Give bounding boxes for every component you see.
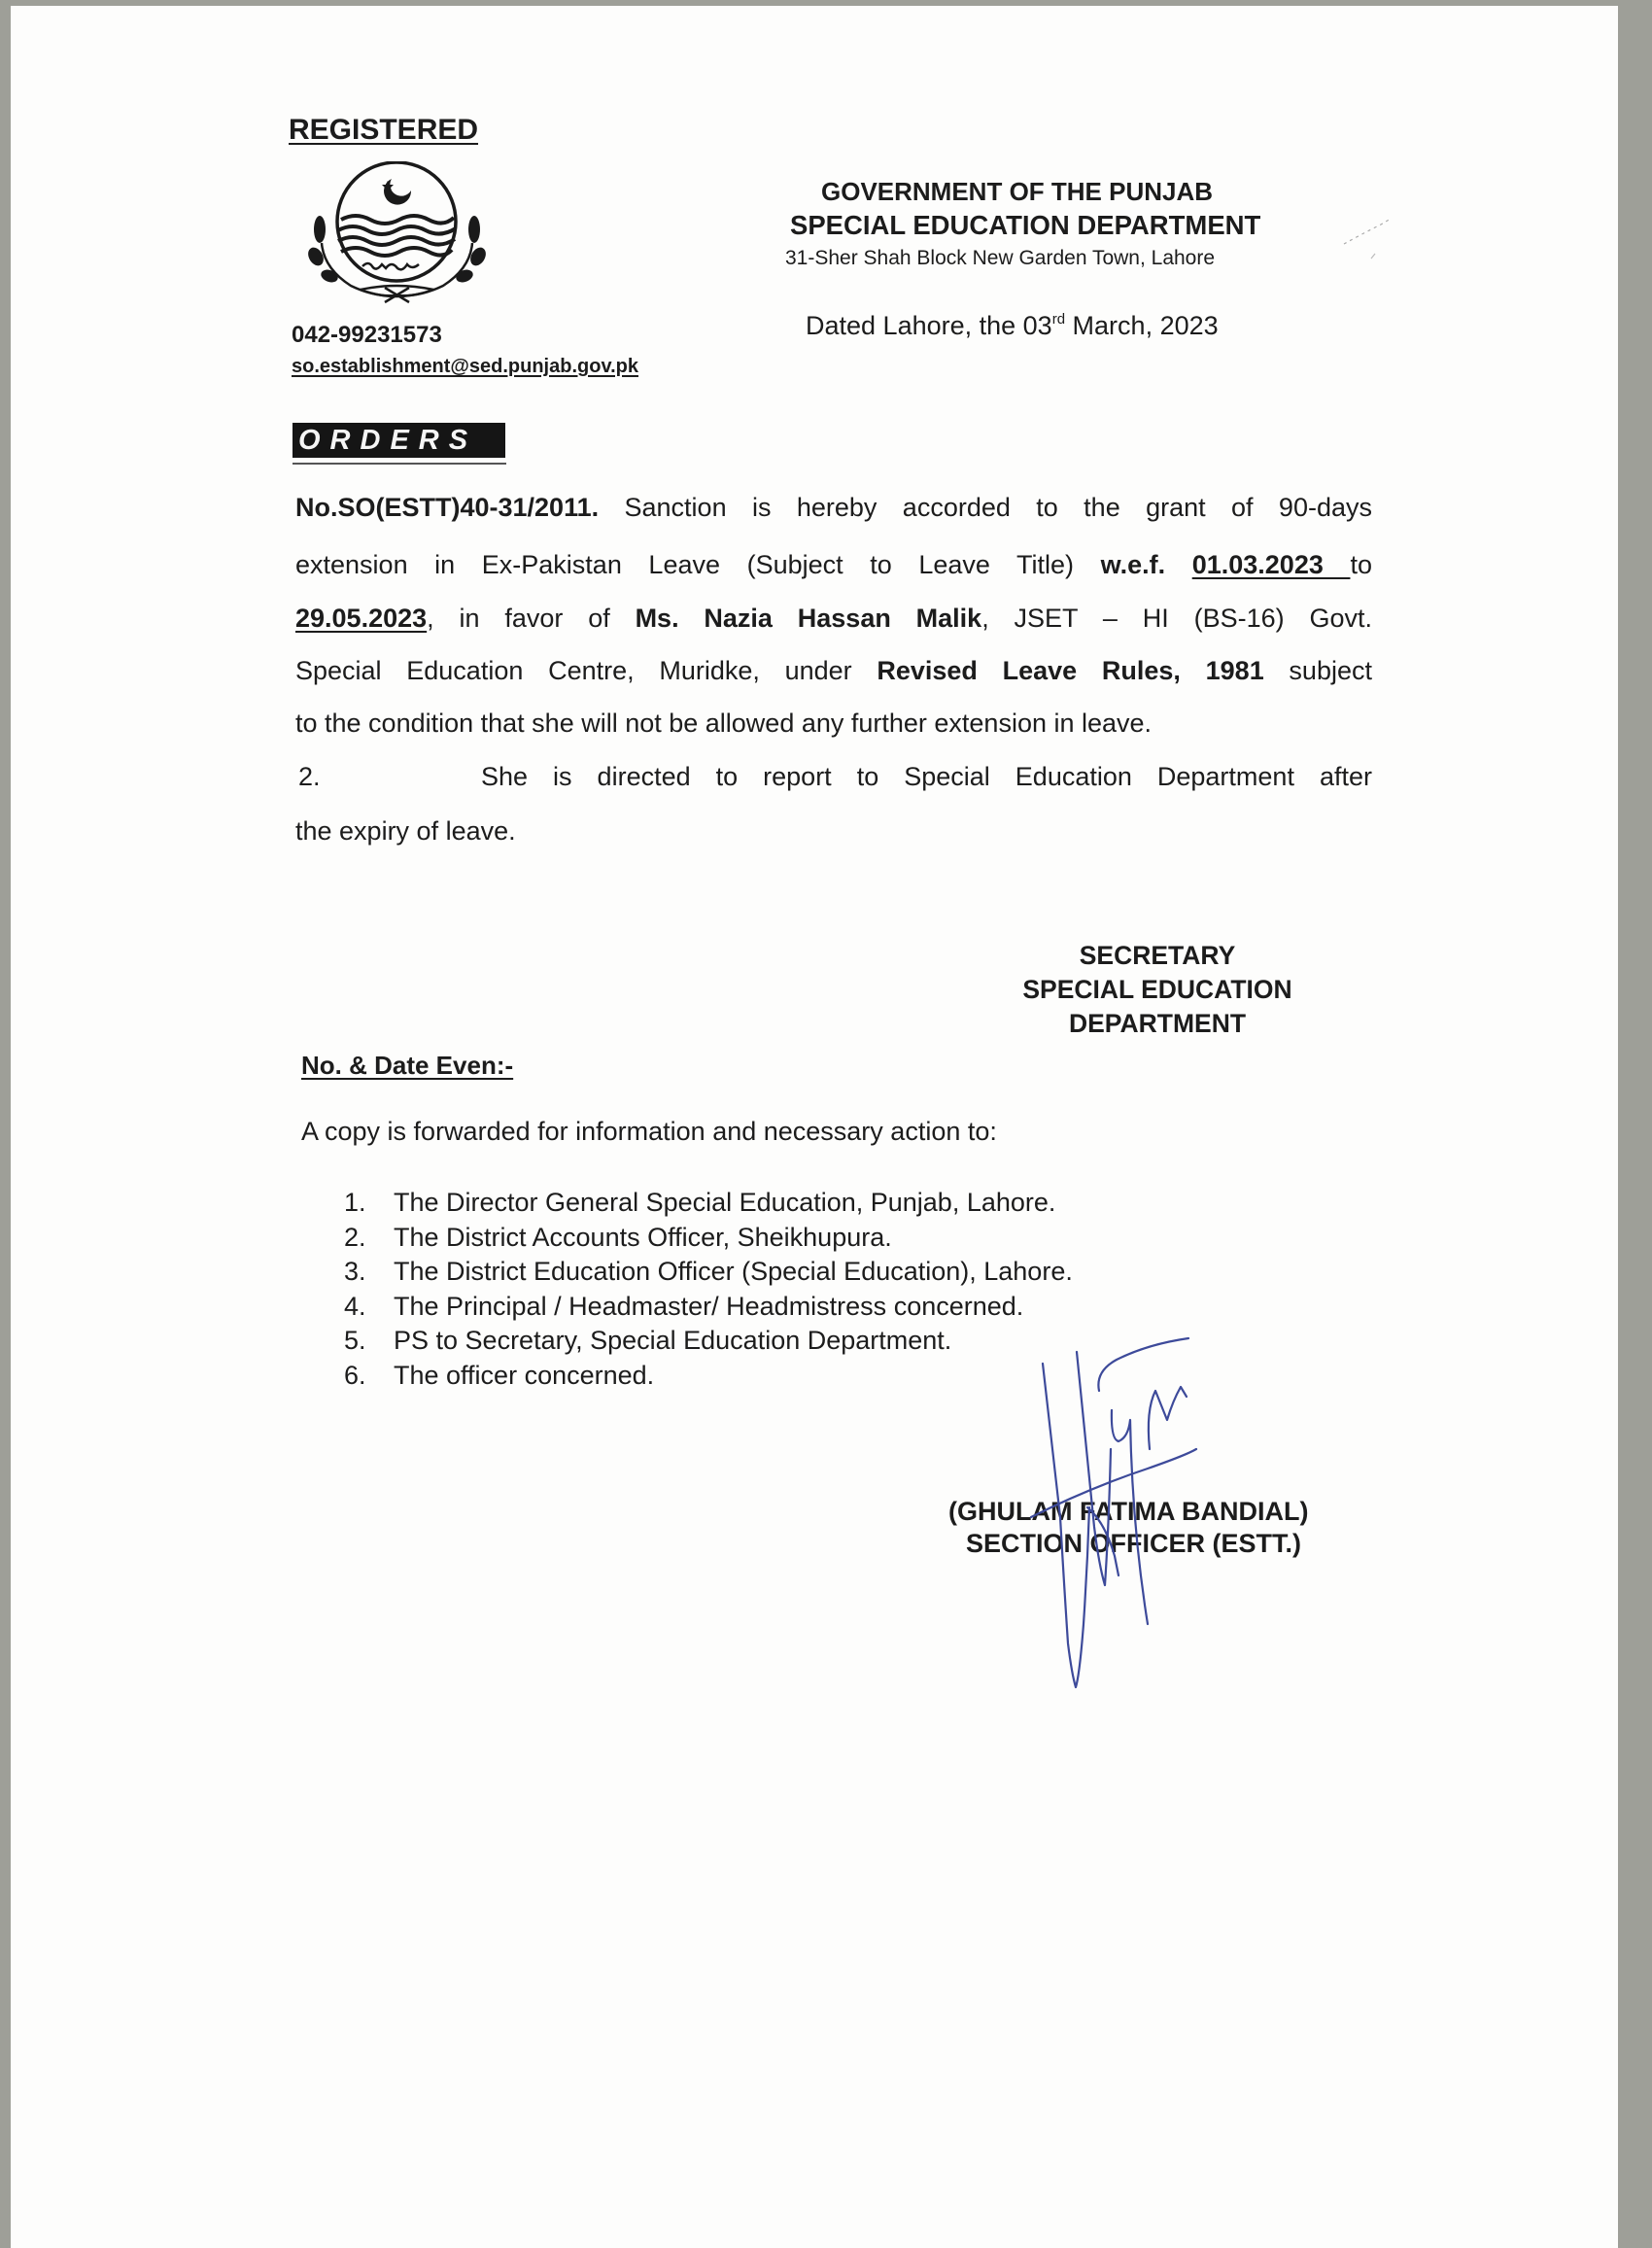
para1-line2 xyxy=(295,549,1372,580)
para1-line4-text-b: subject xyxy=(1263,656,1372,685)
recipients-list xyxy=(344,1186,1073,1393)
para1-line4 xyxy=(295,655,1372,686)
to-word: to xyxy=(1350,550,1372,579)
secretary-line2: SPECIAL EDUCATION xyxy=(1022,975,1292,1004)
signatory-title: SECTION OFFICER (ESTT.) xyxy=(966,1529,1302,1558)
recipient-number: 1. xyxy=(344,1188,366,1217)
secretary-line1: SECRETARY xyxy=(1079,941,1236,970)
para1-line1 xyxy=(295,492,1372,523)
recipient-number: 4. xyxy=(344,1291,366,1321)
department-title: SPECIAL EDUCATION DEPARTMENT xyxy=(790,210,1261,240)
dated-ordinal: rd xyxy=(1051,311,1066,328)
recipient-text: PS to Secretary, Special Education Department. xyxy=(394,1326,952,1355)
department-address: 31-Sher Shah Block New Garden Town, Lahore xyxy=(785,247,1216,269)
recipient-text: The officer concerned. xyxy=(394,1360,655,1390)
phone-number: 042-99231573 xyxy=(292,322,442,348)
para2-number: 2. xyxy=(298,762,321,791)
reference-no-date: No. & Date Even:- xyxy=(301,1051,514,1080)
recipient-item xyxy=(344,1221,1073,1256)
document-page xyxy=(11,6,1618,2248)
orders-underline xyxy=(293,463,506,465)
recipient-text: The Director General Special Education, Punjab, Lahore. xyxy=(394,1188,1056,1217)
para1-line3-text-a: , in favor of xyxy=(427,604,636,633)
government-title: GOVERNMENT OF THE PUNJAB xyxy=(821,177,1214,206)
orders-heading: ORDERS xyxy=(293,423,505,458)
wef-label: w.e.f. xyxy=(1100,550,1166,579)
scan-speck xyxy=(1342,215,1400,263)
order-number: No.SO(ESTT)40-31/2011. xyxy=(295,493,600,522)
para1-line1-text: Sanction is hereby accorded to the grant of 90-days xyxy=(599,493,1372,522)
recipient-text: The District Education Officer (Special Education), Lahore. xyxy=(394,1257,1073,1286)
recipient-item xyxy=(344,1186,1073,1221)
from-date: 01.03.2023 xyxy=(1191,550,1351,579)
para1-line2-text: extension in Ex-Pakistan Leave (Subject to Leave Title) xyxy=(295,550,1101,579)
recipient-number: 3. xyxy=(344,1257,366,1286)
secretary-line3: DEPARTMENT xyxy=(1068,1009,1247,1038)
leave-rules: Revised Leave Rules, 1981 xyxy=(877,656,1264,685)
para1-line3 xyxy=(295,603,1372,634)
recipient-number: 5. xyxy=(344,1326,366,1355)
recipient-item xyxy=(344,1255,1073,1290)
dated-line xyxy=(806,311,1219,341)
recipient-item xyxy=(344,1324,1073,1359)
to-date: 29.05.2023 xyxy=(295,604,428,633)
para1-line4-text-a: Special Education Centre, Muridke, under xyxy=(295,656,878,685)
para2-line1: She is directed to report to Special Education Department after xyxy=(481,762,1372,791)
recipient-number: 6. xyxy=(344,1360,366,1390)
recipient-text: The Principal / Headmaster/ Headmistress concerned. xyxy=(394,1291,1024,1321)
dated-rest: March, 2023 xyxy=(1065,311,1219,340)
punjab-emblem-logo xyxy=(302,161,492,307)
copy-intro: A copy is forwarded for information and necessary action to: xyxy=(301,1117,997,1146)
email-link[interactable]: so.establishment@sed.punjab.gov.pk xyxy=(292,356,638,377)
employee-name: Ms. Nazia Hassan Malik xyxy=(635,604,982,633)
para1-line5: to the condition that she will not be allowed any further extension in leave. xyxy=(295,709,1153,738)
recipient-item xyxy=(344,1290,1073,1325)
para2-line2: the expiry of leave. xyxy=(295,816,516,846)
registered-label: REGISTERED xyxy=(289,114,479,146)
recipient-text: The District Accounts Officer, Sheikhupura. xyxy=(394,1222,892,1252)
dated-prefix: Dated Lahore, the 03 xyxy=(806,311,1052,340)
recipient-item xyxy=(344,1359,1073,1394)
recipient-number: 2. xyxy=(344,1222,366,1252)
handwritten-signature xyxy=(1002,1332,1235,1702)
signatory-name: (GHULAM FATIMA BANDIAL) xyxy=(948,1497,1309,1526)
para1-line3-text-b: , JSET – HI (BS-16) Govt. xyxy=(981,604,1372,633)
